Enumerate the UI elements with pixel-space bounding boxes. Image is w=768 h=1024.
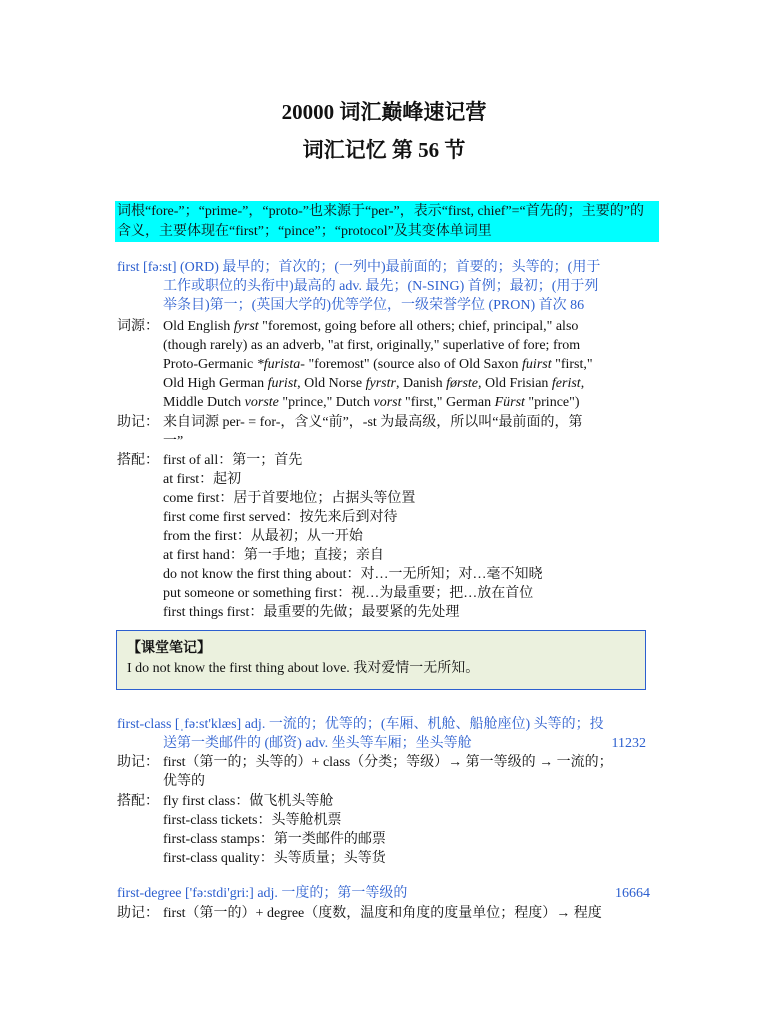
etymology-line-5: Middle Dutch vorste "prince," Dutch vorst "first," German Fürst "prince") (163, 395, 580, 410)
frequency-rank: 11232 (611, 736, 646, 751)
headword-first-class-line-2: 送第一类邮件的 (邮资) adv. 坐头等车厢；坐头等舱 (163, 736, 472, 751)
collocation-item: first-class stamps：第一类邮件的邮票 (163, 832, 386, 847)
headword-first-class-line-1: first-class [ˌfə:st'klæs] adj. 一流的；优等的；(车厢、机舱、船舱座位) 头等的；投 (117, 717, 604, 732)
etymology-line-1: Old English fyrst "foremost, going before all others; chief, principal," also (163, 319, 579, 334)
collocation-item: do not know the first thing about：对…一无所知；对…毫不知晓 (163, 567, 543, 582)
collocation-item: come first：居于首要地位；占据头等位置 (163, 491, 416, 506)
collocation-item: put someone or something first：视…为最重要；把…放在首位 (163, 586, 534, 601)
collocation-label: 搭配： (117, 453, 159, 468)
mnemonic-line-2: 一” (163, 434, 184, 449)
headword-first-line-3: 举条目)第一；(英国大学的)优等学位，一级荣誉学位 (PRON) 首次 86 (163, 298, 585, 313)
class-note-title: 【课堂笔记】 (127, 641, 211, 656)
mnemonic-line-2: 优等的 (163, 774, 205, 789)
mnemonic-label: 助记： (117, 755, 159, 770)
mnemonic-line-1: first（第一的；头等的）+ class（分类；等级）→ 第一等级的 → 一流的； (163, 755, 613, 770)
collocation-item: from the first：从最初；从一开始 (163, 529, 363, 544)
etymology-line-3: Proto-Germanic *furista- "foremost" (source also of Old Saxon fuirst "first," (163, 357, 593, 372)
collocation-item: first come first served：按先来后到对待 (163, 510, 398, 525)
mnemonic-label: 助记： (117, 906, 159, 921)
collocation-item: first things first：最重要的先做；最要紧的先处理 (163, 605, 460, 620)
etymology-label: 词源： (117, 319, 159, 334)
root-highlight-note: 词根“fore-”；“prime-”，“proto-”也来源于“per-”，表示“first, chief”=“首先的；主要的”的含义，主要体现在“first”；“pince”；“protocol”及其变体单词里 (115, 201, 659, 242)
headword-first-degree-line-1: first-degree ['fə:stdi'gri:] adj. 一度的；第一等级的 (117, 886, 408, 901)
collocation-item: first-class quality：头等质量；头等货 (163, 851, 386, 866)
collocation-label: 搭配： (117, 794, 159, 809)
class-note-body: I do not know the first thing about love. 我对爱情一无所知。 (127, 661, 480, 676)
headword-first-line-1: first [fə:st] (ORD) 最早的；首次的；(一列中)最前面的；首要的；头等的；(用于 (117, 260, 601, 275)
section-subtitle: 词汇记忆 第 56 节 (302, 138, 466, 162)
document-title: 20000 词汇巅峰速记营 (281, 100, 487, 124)
mnemonic-line-1: first（第一的）+ degree（度数，温度和角度的度量单位；程度）→ 程度 (163, 906, 602, 921)
etymology-line-2: (though rarely) as an adverb, "at first, originally," superlative of fore; from (163, 338, 581, 353)
class-note-box (116, 630, 646, 690)
collocation-item: at first：起初 (163, 472, 242, 487)
collocation-item: first-class tickets：头等舱机票 (163, 813, 342, 828)
collocation-item: at first hand：第一手地；直接；亲自 (163, 548, 384, 563)
frequency-rank: 16664 (615, 886, 650, 901)
etymology-line-4: Old High German furist, Old Norse fyrstr, Danish første, Old Frisian ferist, (163, 376, 585, 391)
mnemonic-label: 助记： (117, 415, 159, 430)
collocation-item: fly first class：做飞机头等舱 (163, 794, 334, 809)
collocation-item: first of all：第一；首先 (163, 453, 303, 468)
headword-first-line-2: 工作或职位的头衔中)最高的 adv. 最先；(N-SING) 首例；最初；(用于列 (163, 279, 599, 294)
mnemonic-line-1: 来自词源 per- = for-，含义“前”，-st 为最高级，所以叫“最前面的，第 (163, 415, 583, 430)
